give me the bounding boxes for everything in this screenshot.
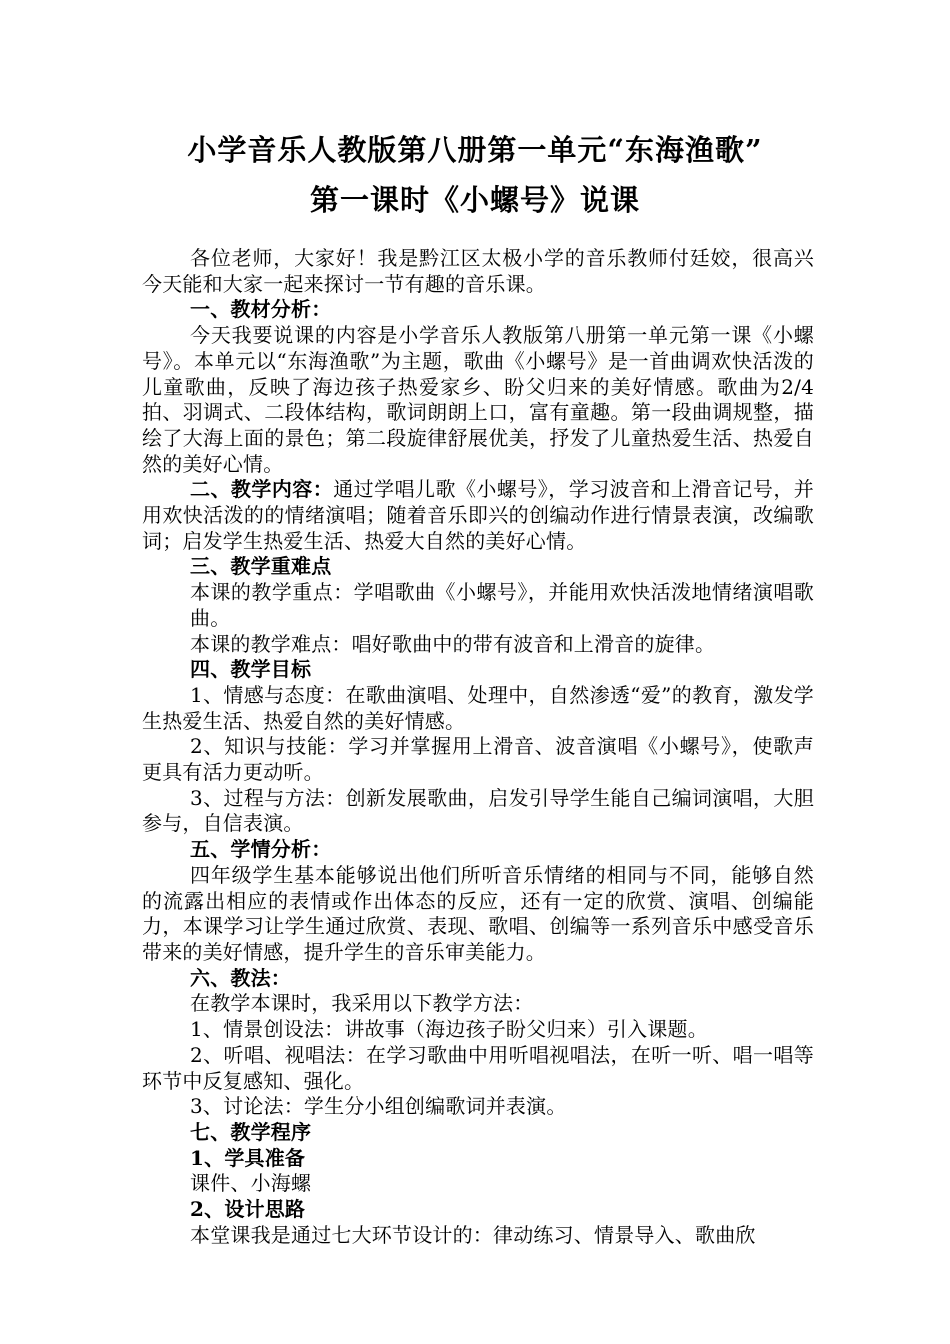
materials-text: 课件、小海螺 bbox=[190, 1171, 312, 1196]
section-heading-procedure: 七、教学程序 bbox=[190, 1119, 312, 1144]
method-item-3: 3、讨论法：学生分小组创编歌词并表演。 bbox=[190, 1094, 567, 1119]
greeting-paragraph: 各位老师，大家好！我是黔江区太极小学的音乐教师付廷姣，很高兴今天能和大家一起来探讨一节有趣的音乐课。 bbox=[142, 246, 814, 296]
document-title-line2: 第一课时《小螺号》说课 bbox=[309, 183, 640, 217]
document-title-line1: 小学音乐人教版第八册第一单元“东海渔歌” bbox=[187, 133, 763, 167]
goal-item-3: 3、过程与方法：创新发展歌曲，启发引导学生能自己编词演唱，大胆参与，自信表演。 bbox=[142, 785, 814, 836]
subheading-design: 2、设计思路 bbox=[190, 1197, 306, 1222]
section-heading-students: 五、学情分析： bbox=[190, 837, 332, 862]
methods-intro: 在教学本课时，我采用以下教学方法： bbox=[190, 991, 534, 1016]
section-heading-methods: 六、教法： bbox=[190, 965, 291, 990]
method-item-1: 1、情景创设法：讲故事（海边孩子盼父归来）引入课题。 bbox=[190, 1017, 708, 1042]
design-text: 本堂课我是通过七大环节设计的：律动练习、情景导入、歌曲欣 bbox=[190, 1222, 756, 1247]
teaching-content-text: 通过学唱儿歌《小螺号》，学习波音和上滑音记号，并用欢快活泼的的情绪演唱；随着音乐即兴的创编动作进行情景表演，改编歌词；启发学生热爱生活、热爱大自然的美好心情。 bbox=[142, 477, 814, 553]
goal-item-1: 1、情感与态度：在歌曲演唱、处理中，自然渗透“爱”的教育，激发学生热爱生活、热爱自然的美好情感。 bbox=[142, 682, 814, 733]
goal-item-2: 2、知识与技能：学习并掌握用上滑音、波音演唱《小螺号》，使歌声更具有活力更动听。 bbox=[142, 734, 814, 785]
difficulty-paragraph: 本课的教学难点：唱好歌曲中的带有波音和上滑音的旋律。 bbox=[190, 631, 716, 656]
material-analysis-paragraph: 今天我要说课的内容是小学音乐人教版第八册第一单元第一课《小螺号》。本单元以“东海渔歌”为主题，歌曲《小螺号》是一首曲调欢快活泼的儿童歌曲，反映了海边孩子热爱家乡、盼父归来的美好情感。歌曲为2/4拍、羽调式、二段体结构，歌词朗朗上口，富有童趣。第一段曲调规整，描绘了大海上面的景色；第二段旋律舒展优美，抒发了儿童热爱生活、热爱自然的美好心情。 bbox=[142, 323, 814, 476]
teaching-content-paragraph bbox=[142, 477, 814, 554]
key-point-paragraph: 本课的教学重点：学唱歌曲《小螺号》，并能用欢快活泼地情绪演唱歌曲。 bbox=[190, 580, 814, 630]
student-analysis-paragraph: 四年级学生基本能够说出他们所听音乐情绪的相同与不同，能够自然的流露出相应的表情或作出体态的反应，还有一定的欣赏、演唱、创编能力，本课学习让学生通过欣赏、表现、歌唱、创编等一系列音乐中感受音乐带来的美好情感，提升学生的音乐审美能力。 bbox=[142, 862, 814, 964]
section-heading-content: 二、教学内容： bbox=[190, 477, 334, 502]
section-heading-material: 一、教材分析： bbox=[190, 297, 332, 322]
section-heading-key-points: 三、教学重难点 bbox=[190, 554, 332, 579]
method-item-2: 2、听唱、视唱法：在学习歌曲中用听唱视唱法，在听一听、唱一唱等环节中反复感知、强化。 bbox=[142, 1042, 814, 1093]
section-heading-goals: 四、教学目标 bbox=[190, 657, 312, 682]
subheading-materials: 1、学具准备 bbox=[190, 1145, 306, 1170]
document-body bbox=[142, 246, 814, 1248]
